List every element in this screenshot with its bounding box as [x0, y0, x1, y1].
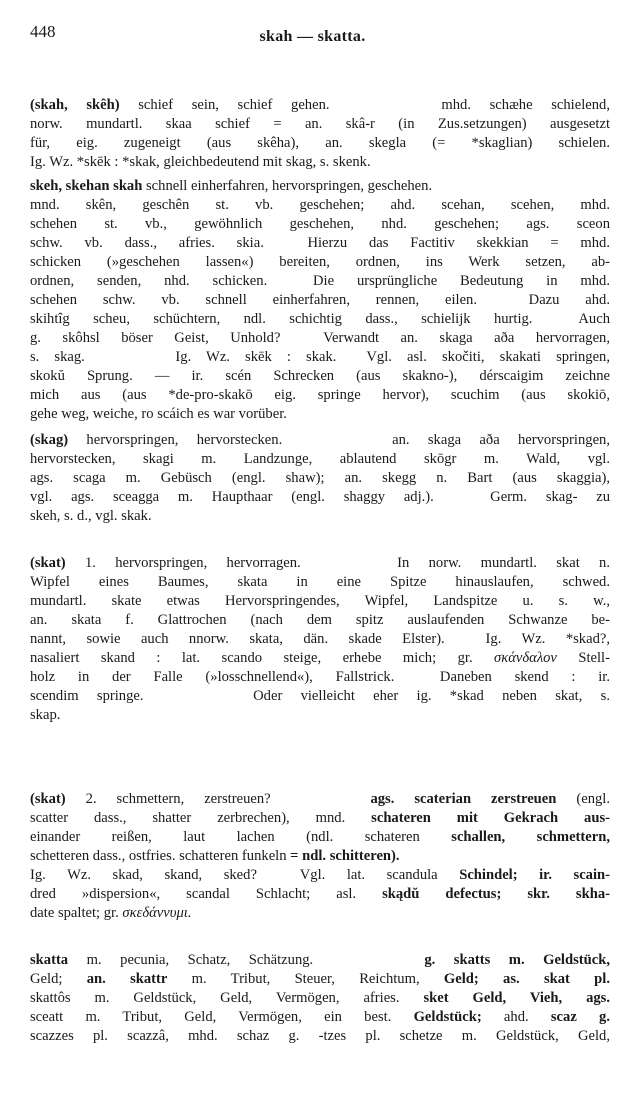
text-line — [30, 96, 610, 115]
text-segment: ags. scaga m. Gebüsch (engl. shaw); an. skegg n. Bart (aus skaggia), — [30, 470, 610, 486]
text-line — [30, 386, 610, 405]
text-segment: schicken (»geschehen lassen«) bereiten, ordnen, ins Werk setzen, ab- — [30, 254, 610, 270]
text-segment: schetteren dass., ostfries. schatteren funkeln — [30, 848, 291, 864]
text-segment: 1. hervorspringen, hervorragen. In norw. mundartl. skat n. — [65, 555, 610, 571]
text-segment: hervorspringen, hervorstecken. an. skaga aða hervorspringen, — [68, 432, 610, 448]
text-line — [30, 989, 610, 1008]
running-title: skah — skatta. — [259, 28, 366, 45]
text-line — [30, 904, 610, 923]
text-segment: gehe weg, weiche, ro scáich es war vorüber. — [30, 406, 287, 422]
text-segment: ordnen, senden, nhd. schicken. Die ursprüngliche Bedeutung in mhd. — [30, 273, 610, 289]
text-segment: skokŭ Sprung. — ir. scén Schrecken (aus skakno-), dérscaigim zeichne — [30, 368, 610, 384]
bold-text: (skat) — [30, 791, 66, 807]
text-line — [30, 291, 610, 310]
text-segment: 2. schmettern, zerstreuen? — [65, 791, 371, 807]
bold-text: (skag) — [30, 432, 69, 448]
text-segment: Stell- — [556, 650, 610, 666]
text-segment: g. skôhsl böser Geist, Unhold? Verwandt an. skaga aða hervorragen, — [30, 330, 610, 346]
text-segment: nannt, sowie auch nnorw. skata, dän. skade Elster). Ig. Wz. *skad?, — [30, 631, 610, 647]
text-line — [30, 630, 610, 649]
text-line — [30, 215, 610, 234]
text-line — [30, 310, 610, 329]
bold-text: schateren mit Gekrach aus- — [371, 810, 610, 826]
text-line — [30, 367, 610, 386]
text-line — [30, 866, 610, 885]
text-segment: scazzes pl. scazzâ, mhd. schaz g. -tzes pl. schetze m. Geldstück, Geld, — [30, 1028, 610, 1044]
text-line — [30, 431, 610, 450]
text-line — [30, 115, 610, 134]
text-line — [30, 592, 610, 611]
text-line — [30, 329, 610, 348]
text-segment: vgl. ags. sceagga m. Haupthaar (engl. shaggy adj.). Germ. skag- zu — [30, 489, 610, 505]
text-line — [30, 573, 610, 592]
text-segment: s. skag. Ig. Wz. skēk : skak. Vgl. asl. skočiti, skakati springen, — [30, 349, 610, 365]
text-line — [30, 196, 610, 215]
bold-text: (skat) — [30, 555, 66, 571]
bold-text: skatta — [30, 952, 69, 968]
text-line — [30, 488, 610, 507]
bold-text: (skah, skêh) — [30, 97, 120, 113]
dictionary-entry — [30, 96, 610, 172]
text-segment: ahd. — [481, 1009, 551, 1025]
text-line — [30, 253, 610, 272]
text-segment: scendim springe. Oder vielleicht eher ig. *skad neben skat, s. — [30, 688, 610, 704]
text-segment: nasaliert skand : lat. scando steige, erhebe mich; gr. — [30, 650, 495, 666]
text-line — [30, 951, 610, 970]
bold-text: schallen, schmettern, — [451, 829, 610, 845]
text-segment: holz in der Falle (»losschnellend«), Fallstrick. Daneben skend : ir. — [30, 669, 610, 685]
text-line — [30, 1008, 610, 1027]
text-line — [30, 234, 610, 253]
bold-text: skądŭ defectus; skr. skha- — [382, 886, 610, 902]
bold-text: = ndl. schitteren). — [290, 848, 400, 864]
dictionary-entry — [30, 790, 610, 923]
text-line — [30, 405, 610, 424]
text-segment: einander reißen, laut lachen (ndl. schateren — [30, 829, 452, 845]
text-line — [30, 885, 610, 904]
text-line — [30, 828, 610, 847]
text-line — [30, 706, 610, 725]
text-segment: mundartl. skate etwas Hervorspringendes, Wipfel, Landspitze u. s. w., — [30, 593, 610, 609]
dictionary-entry — [30, 431, 610, 526]
dictionary-entry — [30, 951, 610, 1046]
text-line — [30, 847, 610, 866]
text-segment: mich aus (aus *de-pro-skakō eig. springe hervor), scuchim (aus skokiō, — [30, 387, 610, 403]
text-line — [30, 970, 610, 989]
text-segment: skap. — [30, 707, 61, 723]
text-line — [30, 469, 610, 488]
dictionary-entry — [30, 554, 610, 725]
text-segment: dred »dispersion«, scandal Schlacht; asl. — [30, 886, 383, 902]
text-segment: schehen st. vb., gewöhnlich geschehen, nhd. geschehen; ags. sceon — [30, 216, 610, 232]
text-segment: scatter dass., shatter zerbrechen), mnd. — [30, 810, 372, 826]
text-line — [30, 687, 610, 706]
text-segment: skihtîg scheu, schüchtern, ndl. schichtig dass., schielijk hurtig. Auch — [30, 311, 610, 327]
text-segment: m. Tribut, Steuer, Reichtum, — [167, 971, 444, 987]
text-line — [30, 507, 610, 526]
bold-text: scaz g. — [550, 1009, 610, 1025]
greek-text: σκάνδαλον — [494, 650, 557, 666]
greek-text: σκεδάννυμι. — [122, 905, 192, 921]
text-segment: skattôs m. Geldstück, Geld, Vermögen, afries. — [30, 990, 424, 1006]
bold-text: Geldstück; — [413, 1009, 482, 1025]
text-line — [30, 450, 610, 469]
bold-text: an. skattr — [86, 971, 168, 987]
text-segment: für, eig. zugeneigt (aus skêha), an. skegla (= *skaglian) schielen. — [30, 135, 610, 151]
text-segment: m. pecunia, Schatz, Schätzung. — [68, 952, 425, 968]
text-segment: sceatt m. Tribut, Geld, Vermögen, ein best. — [30, 1009, 414, 1025]
text-segment: Ig. Wz. *skēk : *skak, gleichbedeutend mit skag, s. skenk. — [30, 154, 371, 170]
text-line — [30, 134, 610, 153]
text-line — [30, 649, 610, 668]
text-line — [30, 153, 610, 172]
text-line — [30, 1027, 610, 1046]
text-segment: schehen schw. vb. schnell einherfahren, rennen, eilen. Dazu ahd. — [30, 292, 610, 308]
text-segment: skeh, s. d., vgl. skak. — [30, 508, 152, 524]
text-segment: norw. mundartl. skaa schief = an. skâ-r (in Zus.setzungen) ausgesetzt — [30, 116, 610, 132]
text-segment: schw. vb. dass., afries. skia. Hierzu das Factitiv skekkian = mhd. — [30, 235, 610, 251]
text-line — [30, 177, 610, 196]
text-segment: Wipfel eines Baumes, skata in eine Spitze hinauslaufen, schwed. — [30, 574, 610, 590]
bold-text: g. skatts m. Geldstück, — [424, 952, 610, 968]
text-line — [30, 611, 610, 630]
text-segment: hervorstecken, skagi m. Landzunge, ablautend skōgr m. Wald, vgl. — [30, 451, 610, 467]
bold-text: Geld; as. skat pl. — [443, 971, 610, 987]
text-segment: date spaltet; gr. — [30, 905, 123, 921]
text-line — [30, 554, 610, 573]
text-line — [30, 668, 610, 687]
text-segment: schief sein, schief gehen. mhd. schæhe schielend, — [119, 97, 610, 113]
page-number: 448 — [30, 22, 56, 41]
bold-text: skeh, skehan skah — [30, 178, 143, 194]
text-segment: an. skata f. Glattrochen (nach dem spitz auslaufenden Schwanze be- — [30, 612, 610, 628]
text-segment: (engl. — [556, 791, 610, 807]
bold-text: sket Geld, Vieh, ags. — [423, 990, 610, 1006]
text-line — [30, 809, 610, 828]
text-line — [30, 272, 610, 291]
bold-text: ags. scaterian zerstreuen — [370, 791, 557, 807]
text-line — [30, 790, 610, 809]
text-segment: Geld; — [30, 971, 87, 987]
dictionary-entry — [30, 177, 610, 424]
text-segment: mnd. skên, geschên st. vb. geschehen; ahd. scehan, scehen, mhd. — [30, 197, 610, 213]
bold-text: Schindel; ir. scain- — [459, 867, 610, 883]
text-line — [30, 348, 610, 367]
text-segment: Ig. Wz. skad, skand, sked? Vgl. lat. scandula — [30, 867, 460, 883]
text-segment: schnell einherfahren, hervorspringen, geschehen. — [142, 178, 433, 194]
